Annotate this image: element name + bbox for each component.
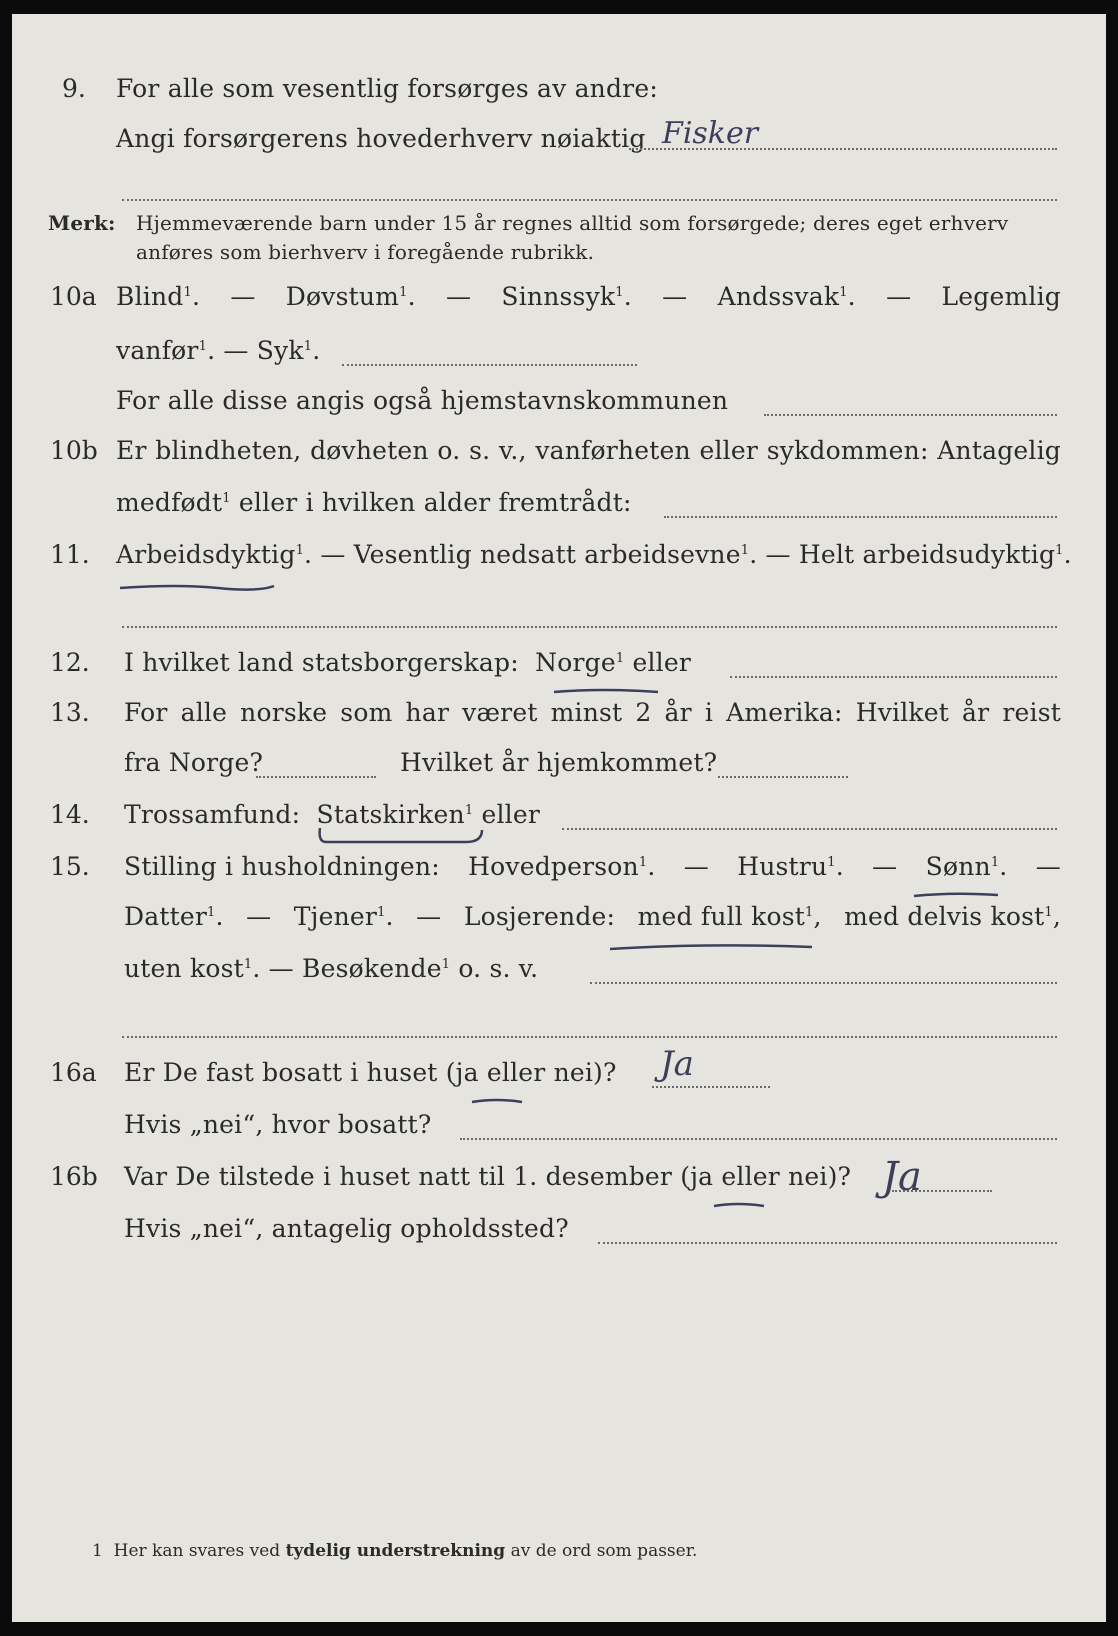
- opt-tjener: Tjener: [293, 902, 378, 931]
- q16a-handwritten-answer: Ja: [660, 1044, 694, 1084]
- opt-besokende: Besøkende: [302, 954, 442, 983]
- merk-line2: anføres som bierhverv i foregående rubrikk.: [136, 240, 595, 264]
- census-form-page: [12, 14, 1106, 1622]
- merk-line1: Hjemmeværende barn under 15 år regnes alltid som forsørgede; deres eget erhverv: [136, 211, 1009, 235]
- q9-line1: For alle som vesentlig forsørges av andre:: [116, 74, 658, 103]
- q16b-answer-line: [892, 1190, 992, 1192]
- opt-medfodt: medfødt: [116, 488, 223, 517]
- q12-number: 12.: [50, 648, 90, 677]
- q14-answer-line: [562, 828, 1057, 830]
- opt-arbeidsdyktig: Arbeidsdyktig: [116, 540, 296, 569]
- q13-line2a: fra Norge?: [124, 748, 264, 777]
- opt-hustru: Hustru: [737, 852, 828, 881]
- q15-line3: uten kost$^1$. — Besøkende$^1$ o. s. v.: [124, 954, 539, 983]
- footnote-emphasis: tydelig understrekning: [285, 1541, 506, 1561]
- q16a-line1: Er De fast bosatt i huset (ja eller nei)?: [124, 1058, 617, 1087]
- q12-answer-line: [730, 676, 1057, 678]
- q10a-syk-line: [342, 364, 637, 366]
- underline-statskirken: [316, 826, 488, 852]
- q11-extra-line: [122, 626, 1057, 628]
- q10b-answer-line: [664, 516, 1057, 518]
- q11-number: 11.: [50, 540, 90, 569]
- q16b-line1: Var De tilstede i huset natt til 1. desember (ja eller nei)?: [124, 1162, 852, 1191]
- q16a-number: 16a: [50, 1058, 97, 1087]
- q13-line1: For alle norske som har været minst 2 år i Amerika: Hvilket år reist: [124, 698, 1061, 727]
- opt-hovedperson: Hovedperson: [468, 852, 639, 881]
- q16b-number: 16b: [50, 1162, 98, 1191]
- q14-number: 14.: [50, 800, 90, 829]
- opt-sinnssyk: Sinnssyk: [501, 282, 616, 311]
- q16a-answer-line: [652, 1086, 770, 1088]
- q10a-kommune-line: [764, 414, 1057, 416]
- opt-udyktig: Helt arbeidsudyktig: [798, 540, 1056, 569]
- q16b-line2: Hvis „nei“, antagelig opholdssted?: [124, 1214, 569, 1243]
- q16b-opholdssted-line: [598, 1242, 1057, 1244]
- footnote: 1 Her kan svares ved tydelig understrekning av de ord som passer.: [92, 1541, 698, 1561]
- q9-extra-line: [122, 199, 1057, 201]
- opt-vanfor: vanfør: [116, 336, 199, 365]
- q11-line: Arbeidsdyktig$^1$. — Vesentlig nedsatt arbeidsevne$^1$. — Helt arbeidsudyktig$^1$.: [116, 540, 1072, 569]
- footnote-mark: 1: [92, 1541, 103, 1561]
- q10a-line1: Blind$^1$. — Døvstum$^1$. — Sinnssyk$^1$. — Andssvak$^1$. — Legemlig: [116, 282, 1061, 311]
- opt-statskirken: Statskirken: [316, 800, 465, 829]
- opt-delvis-kost: med delvis kost: [844, 902, 1045, 931]
- underline-full-kost: [608, 940, 818, 954]
- opt-ja-16b: (ja: [680, 1162, 714, 1191]
- opt-losjerende: Losjerende:: [463, 902, 616, 931]
- q9-handwritten-answer: Fisker: [662, 116, 759, 151]
- q9-line2: Angi forsørgerens hovederhverv nøiaktig: [116, 124, 646, 153]
- underline-sonn: [912, 890, 1002, 902]
- q13-number: 13.: [50, 698, 90, 727]
- q15-number: 15.: [50, 852, 90, 881]
- underline-ja-16a: [470, 1096, 526, 1108]
- underline-ja-16b: [712, 1200, 768, 1212]
- opt-uten-kost: uten kost: [124, 954, 244, 983]
- q10b-number: 10b: [50, 436, 98, 465]
- q15-line1: Stilling i husholdningen: Hovedperson$^1$. — Hustru$^1$. — Sønn$^1$. —: [124, 852, 1061, 881]
- opt-legemlig: Legemlig: [941, 282, 1061, 311]
- q12-line: I hvilket land statsborgerskap: Norge$^1$ eller: [124, 648, 692, 677]
- underline-norge: [552, 686, 662, 698]
- q16a-bosatt-line: [460, 1138, 1057, 1140]
- opt-ja-16a: (ja: [445, 1058, 479, 1087]
- q14-line: Trossamfund: Statskirken$^1$ eller: [124, 800, 541, 829]
- opt-full-kost: med full kost: [637, 902, 806, 931]
- q15-line2: Datter$^1$. — Tjener$^1$. — Losjerende: med full kost$^1$, med delvis kost$^1$,: [124, 902, 1061, 931]
- opt-datter: Datter: [124, 902, 207, 931]
- q10a-number: 10a: [50, 282, 97, 311]
- q16b-handwritten-answer: Ja: [882, 1154, 922, 1200]
- opt-norge: Norge: [535, 648, 616, 677]
- q10b-line2: medfødt$^1$ eller i hvilken alder fremtrådt:: [116, 488, 632, 517]
- q9-number: 9.: [62, 74, 86, 103]
- opt-sonn: Sønn: [925, 852, 991, 881]
- opt-andssvak: Andssvak: [717, 282, 840, 311]
- q13-hjemkommet-line: [718, 776, 848, 778]
- opt-blind: Blind: [116, 282, 184, 311]
- q13-line2b: Hvilket år hjemkommet?: [400, 748, 718, 777]
- q16a-line2: Hvis „nei“, hvor bosatt?: [124, 1110, 432, 1139]
- underline-arbeidsdyktig: [118, 580, 278, 594]
- q13-reist-line: [256, 776, 376, 778]
- opt-nedsatt: Vesentlig nedsatt arbeidsevne: [353, 540, 741, 569]
- q10b-line1: Er blindheten, døvheten o. s. v., vanførheten eller sykdommen: Antagelig: [116, 436, 1061, 465]
- merk-label: Merk:: [48, 211, 116, 235]
- q10a-line3: For alle disse angis også hjemstavnskommunen: [116, 386, 729, 415]
- q15-extra-line: [122, 1036, 1057, 1038]
- opt-syk: Syk: [256, 336, 304, 365]
- q15-answer-line: [590, 982, 1057, 984]
- opt-dovstum: Døvstum: [285, 282, 400, 311]
- q10a-line2: vanfør$^1$. — Syk$^1$.: [116, 336, 321, 365]
